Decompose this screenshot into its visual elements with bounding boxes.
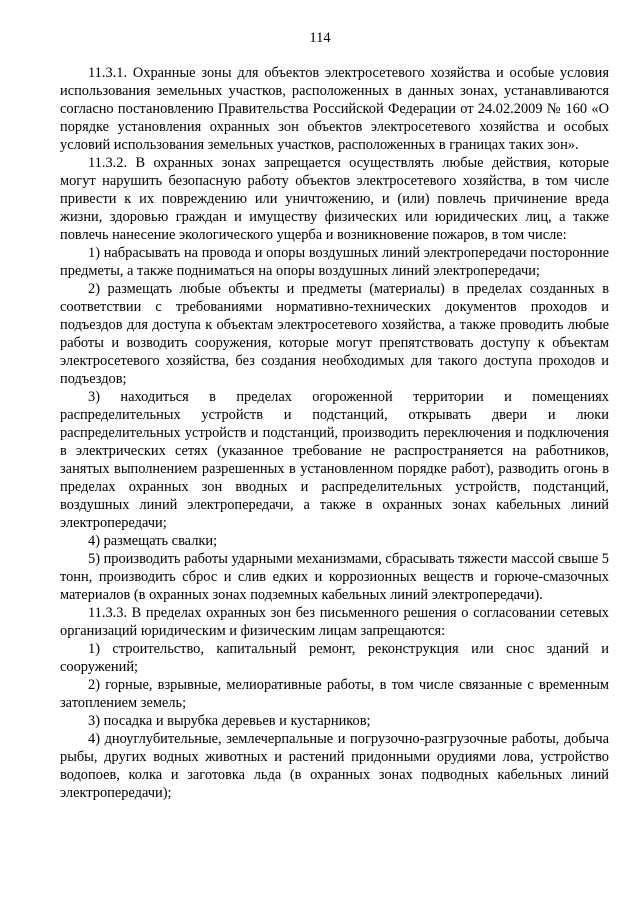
- list-item: 5) производить работы ударными механизмами, сбрасывать тяжести массой свыше 5 тонн, производить сброс и слив едких и коррозионных веществ и горюче-смазочных материалов (в охранных зонах подземных кабельных линий электропередачи).: [60, 551, 609, 603]
- page-number: 114: [309, 30, 331, 46]
- list-item: 3) находиться в пределах огороженной территории и помещениях распределительных устройств и подстанций, открывать двери и люки распределительных устройств и подстанций, производить переключения и подключения в электрических сетях (указанное требование не распространяется на работников, занятых выполнением разрешенных в установленном порядке работ), разводить огонь в пределах охранных зон вводных и распределительных устройств, подстанций, воздушных линий электропередачи, а также в охранных зонах кабельных линий электропередачи;: [60, 389, 609, 531]
- list-item: 3) посадка и вырубка деревьев и кустарников;: [88, 713, 371, 729]
- list-item: 4) размещать свалки;: [88, 533, 218, 549]
- list-item: 4) дноуглубительные, землечерпальные и погрузочно-разгрузочные работы, добыча рыбы, других водных животных и растений придонными орудиями лова, устройство водопоев, колка и заготовка льда (в охранных зонах подводных кабельных линий электропередачи);: [60, 731, 609, 801]
- document-body: [60, 64, 609, 802]
- paragraph: 11.3.2. В охранных зонах запрещается осуществлять любые действия, которые могут нарушить безопасную работу объектов электросетевого хозяйства, в том числе привести к их повреждению или уничтожению, и (или) повлечь причинение вреда жизни, здоровью граждан и имуществу физических или юридических лиц, а также повлечь нанесение экологического ущерба и возникновение пожаров, в том числе:: [60, 155, 609, 243]
- paragraph: 11.3.1. Охранные зоны для объектов электросетевого хозяйства и особые условия использования земельных участков, расположенных в данных зонах, устанавливаются согласно постановлению Правительства Российской Федерации от 24.02.2009 № 160 «О порядке установления охранных зон объектов электросетевого хозяйства и особых условий использования земельных участков, расположенных в границах таких зон».: [60, 65, 609, 153]
- list-item: 2) горные, взрывные, мелиоративные работы, в том числе связанные с временным затоплением земель;: [60, 677, 609, 711]
- list-item: 2) размещать любые объекты и предметы (материалы) в пределах созданных в соответствии с требованиями нормативно-технических документов проходов и подъездов для доступа к объектам электросетевого хозяйства, а также проводить любые работы и возводить сооружения, которые могут препятствовать доступу к объектам электросетевого хозяйства, без создания необходимых для такого доступа проходов и подъездов;: [60, 281, 609, 387]
- paragraph: 11.3.3. В пределах охранных зон без письменного решения о согласовании сетевых организаций юридическим и физическим лицам запрещаются:: [60, 605, 609, 639]
- list-item: 1) набрасывать на провода и опоры воздушных линий электропередачи посторонние предметы, а также подниматься на опоры воздушных линий электропередачи;: [60, 245, 609, 279]
- list-item: 1) строительство, капитальный ремонт, реконструкция или снос зданий и сооружений;: [60, 641, 609, 675]
